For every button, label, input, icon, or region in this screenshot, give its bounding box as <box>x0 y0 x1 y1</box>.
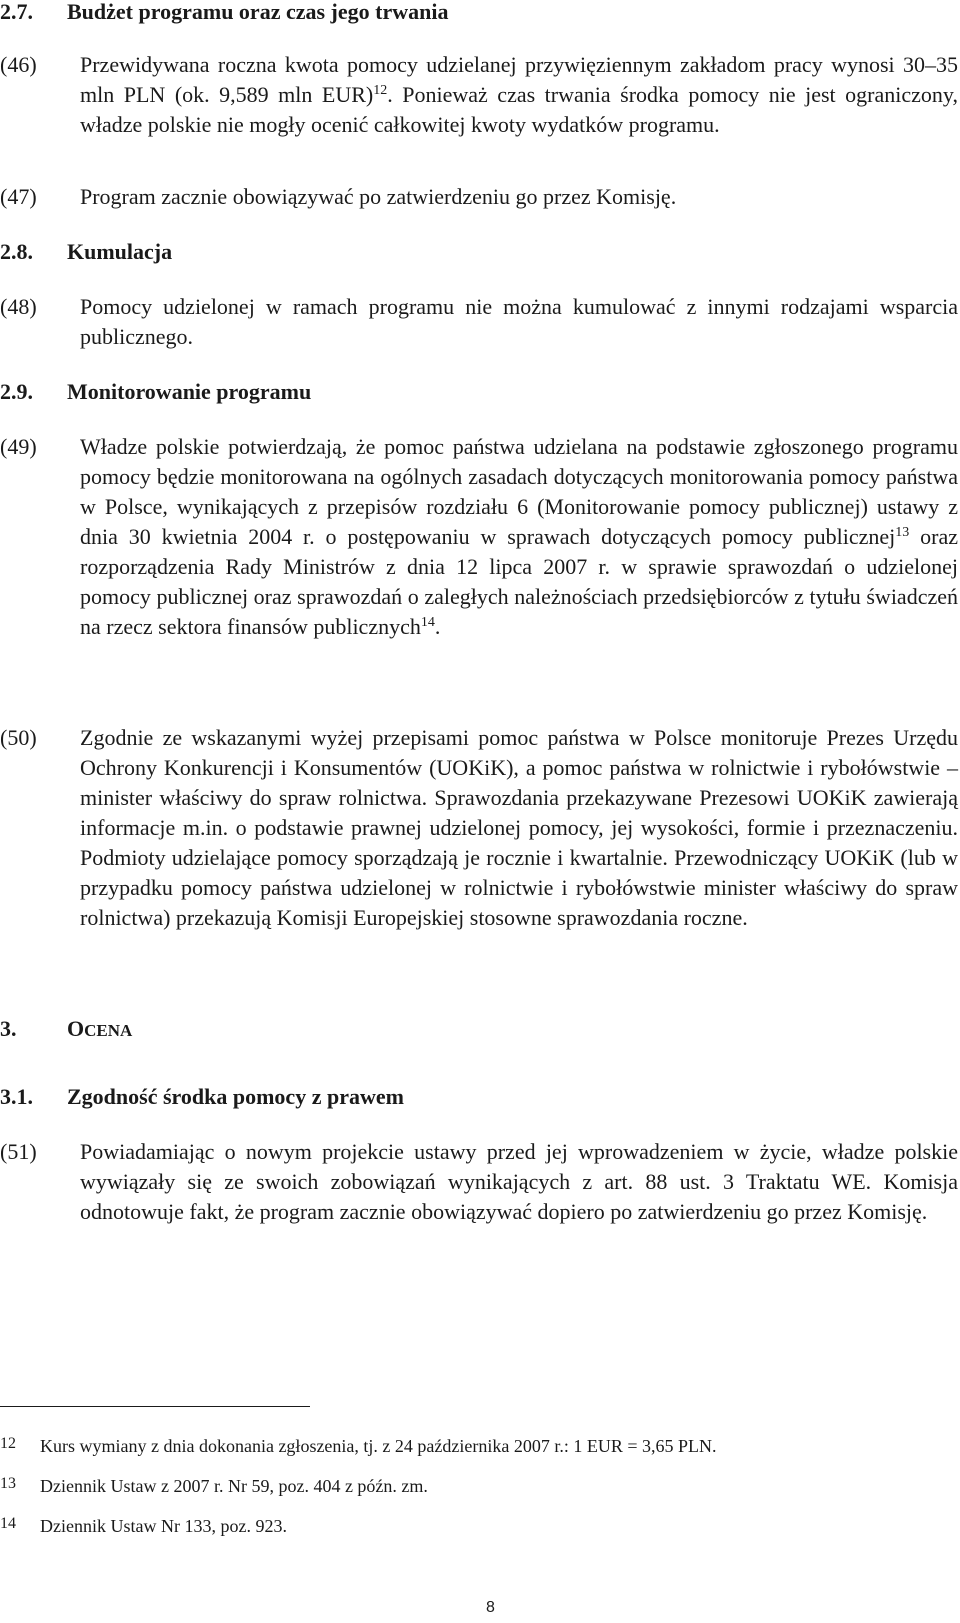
section-title: Kumulacja <box>67 239 173 264</box>
paragraph-text <box>80 432 958 642</box>
paragraph-text: Program zacznie obowiązywać po zatwierdzeniu go przez Komisję. <box>80 184 677 209</box>
footnote-ref-13: 13 <box>895 525 910 540</box>
footnote-text: Dziennik Ustaw z 2007 r. Nr 59, poz. 404 z późn. zm. <box>40 1476 428 1496</box>
paragraph-46 <box>0 50 958 140</box>
paragraph-number: (51) <box>0 1139 37 1164</box>
section-heading-2-9 <box>0 377 311 407</box>
paragraph-text-part: oraz rozporządzenia Rady Ministrów z dnia 12 lipca 2007 r. w sprawie sprawozdań o udzielonej pomocy publicznej oraz sprawozdań o zaległych należnościach przedsiębiorców z tytułu świadczeń na rzecz sektora finansów publicznych <box>80 524 958 639</box>
section-number: 3. <box>0 1016 17 1041</box>
footnote-text: Kurs wymiany z dnia dokonania zgłoszenia, tj. z 24 października 2007 r.: 1 EUR = 3,65 PLN. <box>40 1436 717 1456</box>
footnote-13 <box>0 1472 428 1498</box>
paragraph-text <box>80 50 958 140</box>
section-title: Zgodność środka pomocy z prawem <box>67 1084 404 1109</box>
section-number: 2.8. <box>0 239 33 264</box>
section-title: Monitorowanie programu <box>67 379 312 404</box>
footnote-number: 14 <box>0 1515 16 1532</box>
section-number: 3.1. <box>0 1084 33 1109</box>
page-number: 8 <box>486 1599 495 1616</box>
footnote-14 <box>0 1512 287 1538</box>
paragraph-47 <box>0 182 958 212</box>
section-number: 2.9. <box>0 379 33 404</box>
paragraph-number: (46) <box>0 52 37 77</box>
section-title <box>67 1016 132 1041</box>
footnote-text: Dziennik Ustaw Nr 133, poz. 923. <box>40 1516 287 1536</box>
section-heading-2-7 <box>0 0 448 27</box>
footnote-number: 12 <box>0 1435 16 1452</box>
paragraph-number: (48) <box>0 294 37 319</box>
paragraph-text: Pomocy udzielonej w ramach programu nie można kumulować z innymi rodzajami wsparcia publicznego. <box>80 294 958 349</box>
paragraph-text: Zgodnie ze wskazanymi wyżej przepisami pomoc państwa w Polsce monitoruje Prezes Urzędu Ochrony Konkurencji i Konsumentów (UOKiK), a pomoc państwa w rolnictwie i rybołówstwie – minister właściwy do spraw rolnictwa. Sprawozdania przekazywane Prezesowi UOKiK zawierają informacje m.in. o podstawie prawnej udzielonej pomocy, jej wysokości, formie i przeznaczeniu. Podmioty udzielające pomocy sporządzają je rocznie i kwartalnie. Przewodniczący UOKiK (lub w przypadku pomocy państwa udzielonej w rolnictwie i rybołówstwie minister właściwy do spraw rolnictwa) przekazują Komisji Europejskiej stosowne sprawozdania roczne. <box>80 725 958 930</box>
footnote-number: 13 <box>0 1475 16 1492</box>
paragraph-number: (49) <box>0 434 37 459</box>
section-number: 2.7. <box>0 0 33 24</box>
paragraph-51 <box>0 1137 958 1227</box>
paragraph-49 <box>0 432 958 642</box>
paragraph-50 <box>0 723 958 933</box>
section-heading-2-8 <box>0 237 172 267</box>
section-title-rest: CENA <box>84 1021 133 1040</box>
paragraph-number: (50) <box>0 725 37 750</box>
paragraph-48 <box>0 292 958 352</box>
paragraph-text: Powiadamiając o nowym projekcie ustawy przed jej wprowadzeniem w życie, władze polskie wywiązały się ze swoich zobowiązań wynikających z art. 88 ust. 3 Traktatu WE. Komisja odnotowuje fakt, że program zacznie obowiązywać dopiero po zatwierdzeniu go przez Komisję. <box>80 1139 958 1224</box>
footnote-ref-12: 12 <box>373 83 388 98</box>
paragraph-text-part: Władze polskie potwierdzają, że pomoc państwa udzielana na podstawie zgłoszonego programu pomocy będzie monitorowana na ogólnych zasadach dotyczących monitorowania pomocy państwa w Polsce, wynikających z przepisów rozdziału 6 (Monitorowanie pomocy publicznej) ustawy z dnia 30 kwietnia 2004 r. o postępowaniu w sprawach dotyczących pomocy publicznej <box>80 434 958 549</box>
section-heading-3 <box>0 1014 132 1046</box>
paragraph-text-part: Przewidywana roczna kwota pomocy udzielanej przywięziennym zakładom pracy wynosi 30–35 mln PLN (ok. 9,589 mln EUR) <box>80 52 958 107</box>
footnote-ref-14: 14 <box>420 615 435 630</box>
paragraph-text-part: . Ponieważ czas trwania środka pomocy nie jest ograniczony, władze polskie nie mogły ocenić całkowitej kwoty wydatków programu. <box>80 82 958 137</box>
paragraph-text-part: . <box>434 614 441 639</box>
footnote-separator <box>0 1406 310 1407</box>
footnote-12 <box>0 1432 717 1458</box>
section-heading-3-1 <box>0 1082 404 1112</box>
section-title-initial: O <box>67 1016 85 1041</box>
paragraph-number: (47) <box>0 184 37 209</box>
section-title: Budżet programu oraz czas jego trwania <box>67 0 449 24</box>
